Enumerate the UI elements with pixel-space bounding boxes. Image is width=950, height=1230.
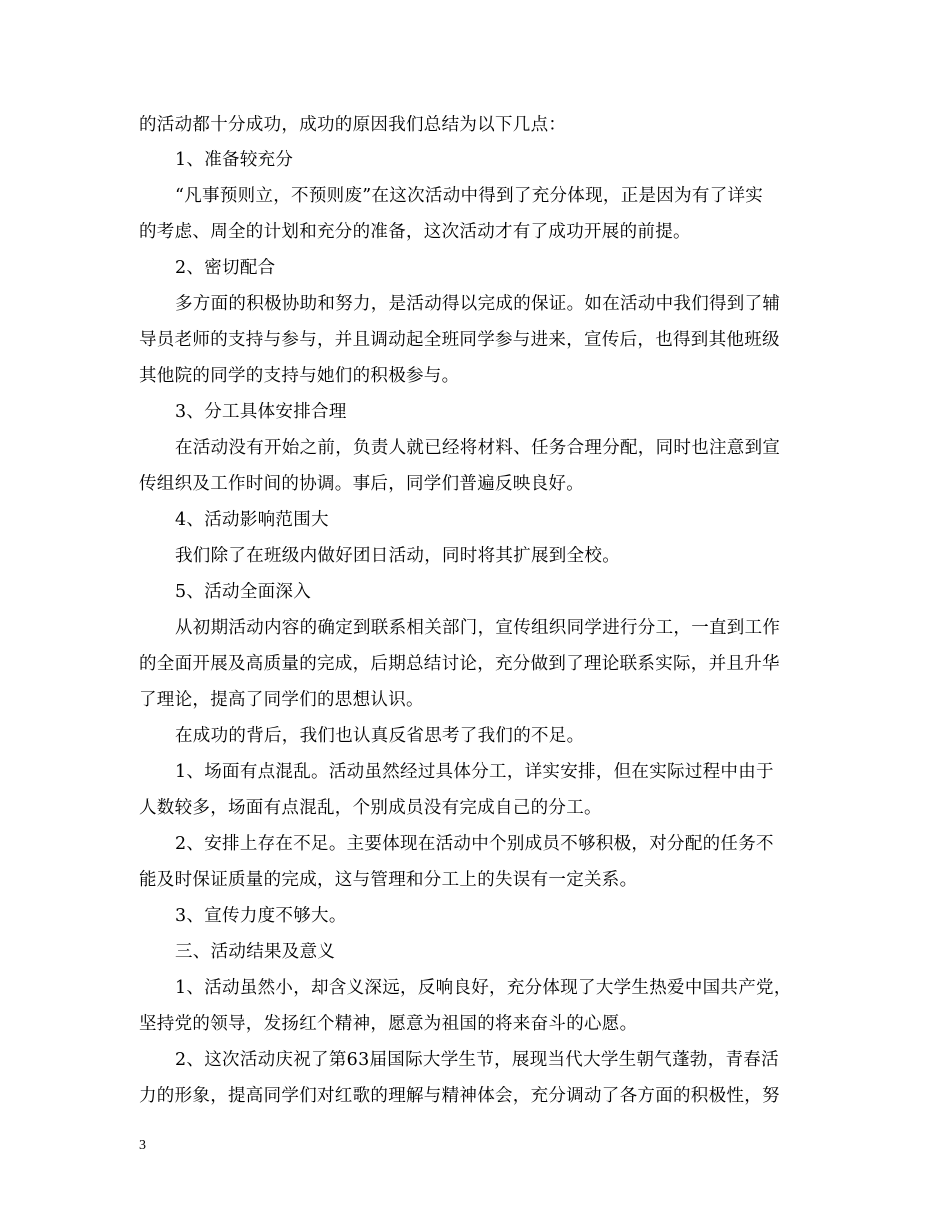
text-line: 2、安排上存在不足。主要体现在活动中个别成员不够积极，对分配的任务不 — [175, 834, 774, 854]
text-line: 能及时保证质量的完成，这与管理和分工上的失误有一定关系。 — [139, 870, 638, 890]
text-line: 2、这次活动庆祝了第63届国际大学生节，展现当代大学生朝气蓬勃，青春活 — [175, 1050, 779, 1070]
section-heading: 1、准备较充分 — [175, 150, 294, 170]
section-heading: 3、分工具体安排合理 — [175, 402, 347, 422]
text-line: 传组织及工作时间的协调。事后，同学们普遍反映良好。 — [139, 474, 584, 494]
text-line: 从初期活动内容的确定到联系相关部门，宣传组织同学进行分工，一直到工作 — [175, 618, 781, 638]
text-line: 我们除了在班级内做好团日活动，同时将其扩展到全校。 — [175, 546, 620, 566]
text-line: 人数较多，场面有点混乱，个别成员没有完成自己的分工。 — [139, 798, 602, 818]
text-line: 多方面的积极协助和努力，是活动得以完成的保证。如在活动中我们得到了辅 — [175, 294, 781, 314]
text-line: 的活动都十分成功，成功的原因我们总结为以下几点： — [139, 115, 567, 135]
text-line: 导员老师的支持与参与，并且调动起全班同学参与进来，宣传后，也得到其他班级 — [139, 330, 780, 350]
section-heading: 5、活动全面深入 — [175, 582, 312, 602]
section-heading: 三、活动结果及意义 — [175, 942, 336, 962]
text-line: 1、活动虽然小，却含义深远，反响良好，充分体现了大学生热爱中国共产党， — [175, 978, 792, 998]
text-line: 3、宣传力度不够大。 — [175, 906, 347, 926]
text-line: 在活动没有开始之前，负责人就已经将材料、任务合理分配，同时也注意到宣 — [175, 438, 781, 458]
text-line: 坚持党的领导，发扬红个精神，愿意为祖国的将来奋斗的心愿。 — [139, 1014, 638, 1034]
text-line: 的考虑、周全的计划和充分的准备，这次活动才有了成功开展的前提。 — [139, 222, 691, 242]
section-heading: 4、活动影响范围大 — [175, 510, 329, 530]
page-number: 3 — [139, 1138, 146, 1153]
text-line: 在成功的背后，我们也认真反省思考了我们的不足。 — [175, 726, 585, 746]
text-line: “凡事预则立，不预则废”在这次活动中得到了充分体现，正是因为有了详实 — [175, 186, 764, 206]
text-line: 1、场面有点混乱。活动虽然经过具体分工，详实安排，但在实际过程中由于 — [175, 762, 774, 782]
text-line: 的全面开展及高质量的完成，后期总结讨论，充分做到了理论联系实际，并且升华 — [139, 654, 780, 674]
section-heading: 2、密切配合 — [175, 258, 276, 278]
text-line: 了理论，提高了同学们的思想认识。 — [139, 690, 424, 710]
text-line: 力的形象，提高同学们对红歌的理解与精神体会，充分调动了各方面的积极性，努 — [139, 1086, 780, 1106]
text-line: 其他院的同学的支持与她们的积极参与。 — [139, 366, 460, 386]
